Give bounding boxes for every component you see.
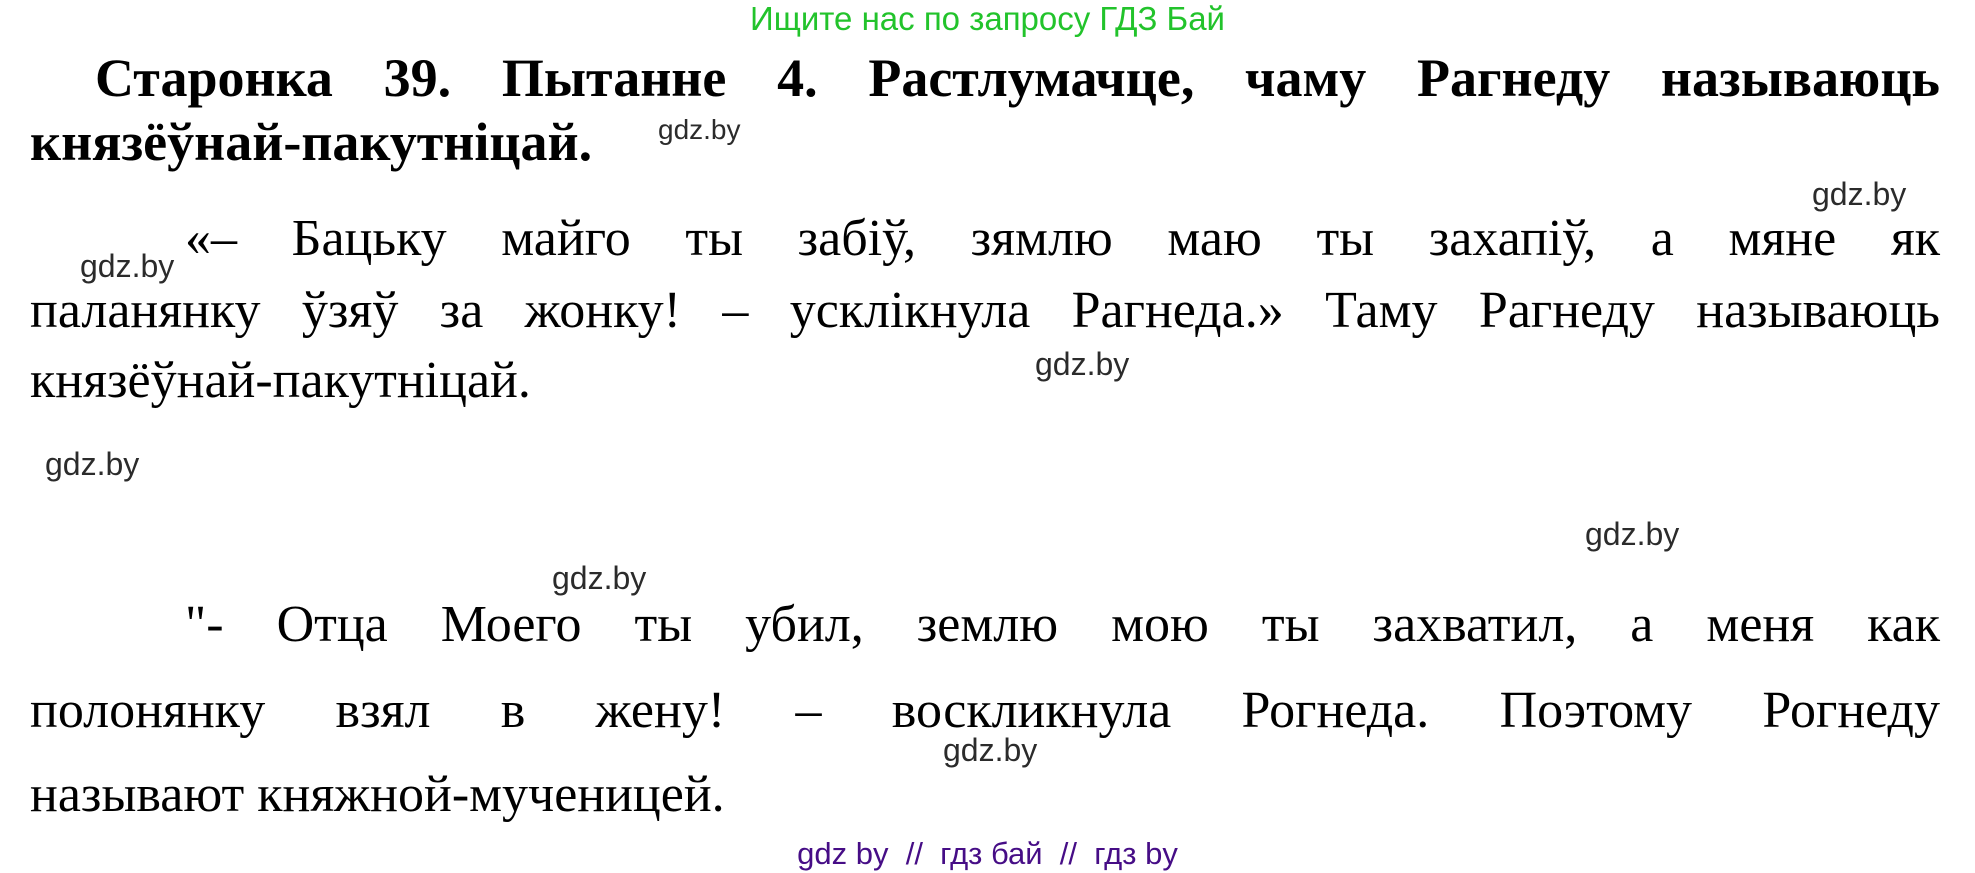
gdz-watermark: gdz.by [658, 114, 741, 145]
russian-answer-line-3: называют княжной-мученицей. [30, 766, 725, 823]
page-title-line-2: князёўнай-пакутніцай. [30, 112, 593, 172]
gdz-watermark: gdz.by [1035, 346, 1130, 382]
gdz-watermark: gdz.by [80, 248, 175, 284]
belarusian-answer-line-2: паланянку ўзяў за жонку! – усклікнула Рагнеда.» Таму Рагнеду называюць [30, 282, 1940, 339]
gdz-watermark: gdz.by [1585, 516, 1680, 552]
russian-answer-line-1: "- Отца Моего ты убил, землю мою ты захватил, а меня как [185, 596, 1940, 653]
gdz-watermark: gdz.by [1812, 176, 1907, 212]
promo-banner: Ищите нас по запросу ГДЗ Бай [750, 0, 1225, 37]
site-footer-tagline: gdz by // гдз бай // гдз by [797, 836, 1178, 871]
gdz-watermark: gdz.by [45, 446, 140, 482]
russian-answer-line-2: полонянку взял в жену! – воскликнула Рогнеда. Поэтому Рогнеду [30, 682, 1940, 739]
gdz-watermark: gdz.by [552, 560, 647, 596]
gdz-watermark: gdz.by [943, 732, 1038, 768]
belarusian-answer-line-1: «– Бацьку майго ты забіў, зямлю маю ты захапіў, а мяне як [185, 210, 1940, 267]
belarusian-answer-line-3: князёўнай-пакутніцай. [30, 352, 531, 409]
page-title-line-1: Старонка 39. Пытанне 4. Растлумачце, чаму Рагнеду называюць [95, 48, 1940, 108]
